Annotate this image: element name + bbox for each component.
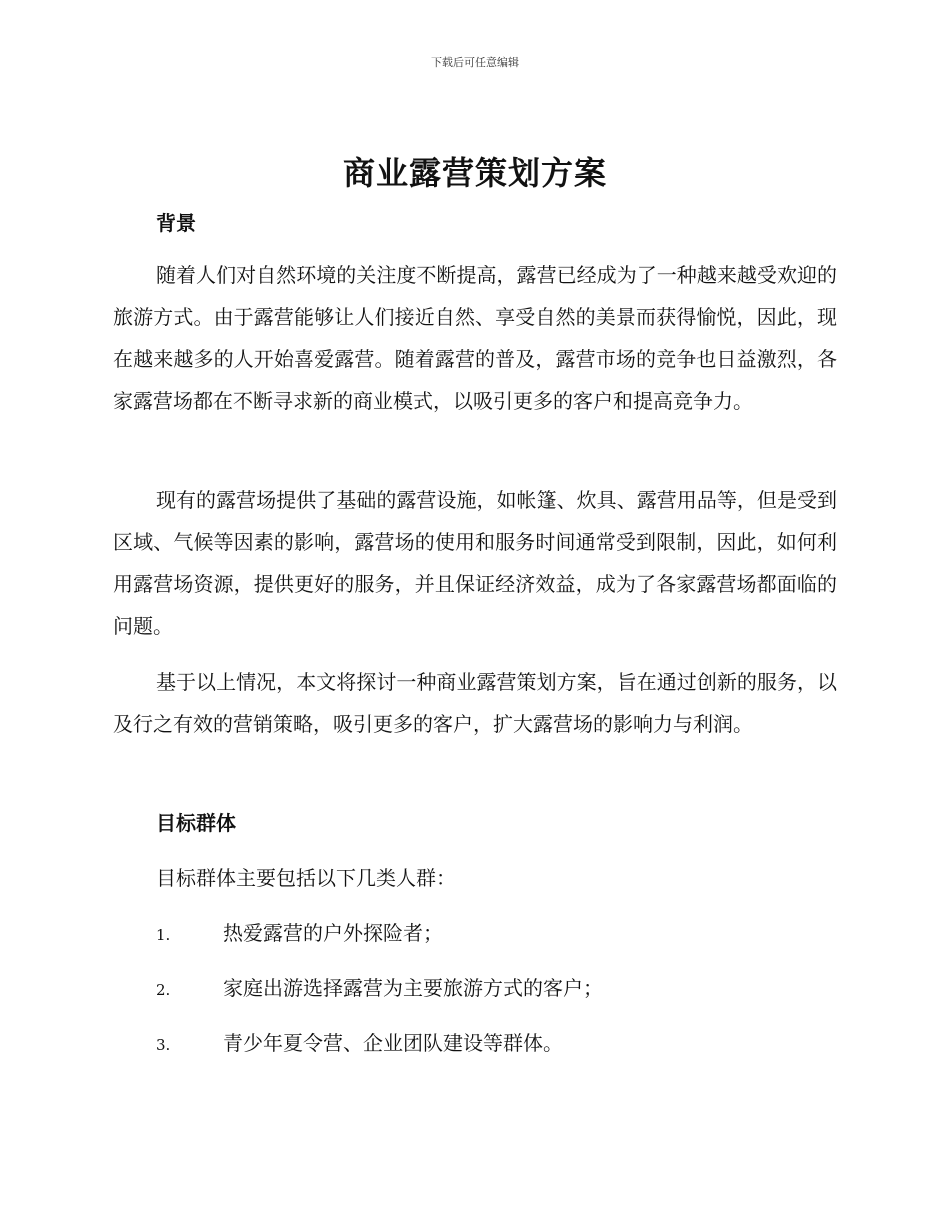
- list-item: [156, 917, 836, 946]
- list-text: 青少年夏令营、企业团队建设等群体。: [223, 1031, 563, 1055]
- list-number: 3.: [156, 1036, 171, 1054]
- target-group-intro: 目标群体主要包括以下几类人群：: [156, 866, 456, 890]
- section-heading-target-group: 目标群体: [156, 811, 236, 835]
- background-paragraph-1: 随着人们对自然环境的关注度不断提高，露营已经成为了一种越来越受欢迎的旅游方式。由于露营能够让人们接近自然、享受自然的美景而获得愉悦，因此，现在越来越多的人开始喜爱露营。随着露营的普及，露营市场的竞争也日益激烈，各家露营场都在不断寻求新的商业模式，以吸引更多的客户和提高竞争力。: [113, 263, 837, 413]
- list-number: 2.: [156, 981, 171, 999]
- header-note: 下载后可任意编辑: [431, 56, 519, 69]
- section-heading-background: 背景: [156, 211, 196, 235]
- list-text: 热爱露营的户外探险者；: [223, 921, 443, 945]
- list-item: [156, 972, 836, 1001]
- list-text: 家庭出游选择露营为主要旅游方式的客户；: [223, 976, 603, 1000]
- background-paragraph-2: 现有的露营场提供了基础的露营设施，如帐篷、炊具、露营用品等，但是受到区域、气候等因素的影响，露营场的使用和服务时间通常受到限制，因此，如何利用露营场资源，提供更好的服务，并且保证经济效益，成为了各家露营场都面临的问题。: [113, 488, 837, 638]
- background-paragraph-3: 基于以上情况，本文将探讨一种商业露营策划方案，旨在通过创新的服务，以及行之有效的营销策略，吸引更多的客户，扩大露营场的影响力与利润。: [113, 670, 837, 736]
- document-title: 商业露营策划方案: [342, 154, 607, 192]
- list-number: 1.: [156, 926, 171, 944]
- list-item: [156, 1027, 836, 1056]
